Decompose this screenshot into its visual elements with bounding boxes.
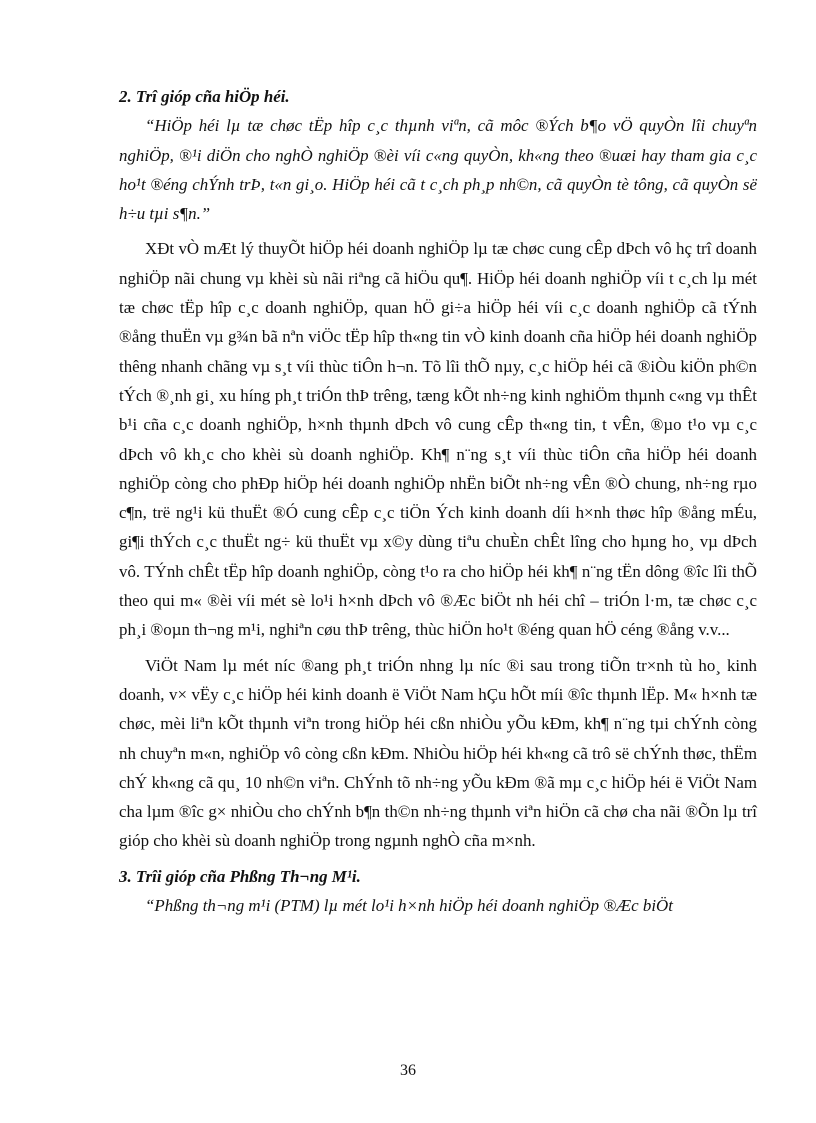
section-2-paragraph-2: ViÖt Nam lµ mét níc ®ang ph¸t triÓn nhng lµ níc ®i sau trong tiÕn tr×nh tù ho¸ kinh doanh, v× vËy c¸c hiÖp héi kinh doanh ë ViÖt Nam hÇu hÕt míi ®îc thµnh lËp. M« h×nh tæ chøc, mèi liªn kÕt thµnh viªn trong hiÖp héi cßn nhiÒu yÕu kÐm, kh¶ n¨ng tµi chÝnh còng nh chuyªn m«n, nghiÖp vô còng cßn kÐm. NhiÒu hiÖp héi kh«ng cã trô së chÝnh thøc, thËm chÝ kh«ng cã qu¸ 10 nh©n viªn. ChÝnh tõ nh÷ng yÕu kÐm ®ã mµ c¸c hiÖp héi ë ViÖt Nam cha lµm ®îc g× nhiÒu cho chÝnh b¶n th©n nh÷ng thµnh viªn hiÖn cã chø cha nãi ®Õn lµ trî gióp cho khèi sù doanh nghiÖp trong ngµnh nghÒ cña m×nh. — [119, 655, 757, 851]
section-2-heading: 2. Trî gióp cña hiÖp héi. — [119, 87, 290, 106]
page-content — [119, 82, 757, 920]
page-number: 36 — [400, 1062, 416, 1079]
section-3-heading: 3. Trîi gióp cña Phßng Th¬ng M¹i. — [119, 866, 361, 886]
section-2-paragraph-1: XÐt vÒ mÆt lý thuyÕt hiÖp héi doanh nghiÖp lµ tæ chøc cung cÊp dÞch vô hç trî doanh nghiÖp nãi chung vµ khèi sù nãi riªng cã hiÖu qu¶. HiÖp héi doanh nghiÖp víi t c¸ch lµ mét tæ chøc tËp hîp c¸c doanh nghiÖp, quan hÖ gi÷a hiÖp héi víi c¸c doanh nghiÖp cã tÝnh ®ång thuËn vµ g¾n bã nªn viÖc tËp hîp th«ng tin vÒ kinh doanh cña hiÖp héi doanh nghiÖp thêng nhanh chãng vµ s¸t víi thùc tiÔn h¬n. Tõ lîi thÕ nµy, c¸c hiÖp héi cã ®iÒu kiÖn ph©n tÝch ®¸nh gi¸ xu híng ph¸t triÓn thÞ trêng, tæng kÕt nh÷ng kinh nghiÖm thµnh c«ng vµ thÊt b¹i cña c¸c doanh nghiÖp, h×nh thµnh dÞch vô cung cÊp th«ng tin, t vÊn, ®µo t¹o vµ c¸c dÞch vô kh¸c cho khèi sù doanh nghiÖp. Kh¶ n¨ng s¸t víi thùc tiÔn cña hiÖp héi doanh nghiÖp còng cho phÐp hiÖp héi doanh nghiÖp nhËn biÕt nh÷ng vÊn ®Ò chung, nh÷ng rµo c¶n, trë ng¹i kü thuËt ®Ó cung cÊp c¸c tiÖn Ých kinh doanh díi h×nh thøc hîp ®ång mÉu, gi¶i thÝch c¸c thuËt ng÷ kü thuËt vµ x©y dùng tiªu chuÈn chÊt lîng cho hµng ho¸ vµ dÞch vô. TÝnh chÊt tËp hîp doanh nghiÖp, còng t¹o ra cho hiÖp héi kh¶ n¨ng tËn dông ®îc lîi thÕ theo qui m« ®èi víi mét sè lo¹i h×nh dÞch vô ®Æc biÖt nh héi chî – triÓn l·m, tæ chøc c¸c ph¸i ®oµn th¬ng m¹i, nghiªn cøu thÞ trêng, thùc hiÖn ho¹t ®éng quan hÖ céng ®ång v.v... — [119, 239, 757, 640]
section-2-quote: “HiÖp héi lµ tæ chøc tËp hîp c¸c thµnh viªn, cã môc ®Ých b¶o vÖ quyÒn lîi chuyªn nghiÖp, ®¹i diÖn cho nghÒ nghiÖp ®èi víi c«ng quyÒn, kh«ng theo ®uæi hay tham gia c¸c ho¹t ®éng chÝnh trÞ, t«n gi¸o. HiÖp héi cã t c¸ch ph¸p nh©n, cã quyÒn tè tông, cã quyÒn së h÷u tµi s¶n.” — [119, 116, 757, 224]
section-3-quote: “Phßng th¬ng m¹i (PTM) lµ mét lo¹i h×nh hiÖp héi doanh nghiÖp ®Æc biÖt — [145, 896, 673, 916]
